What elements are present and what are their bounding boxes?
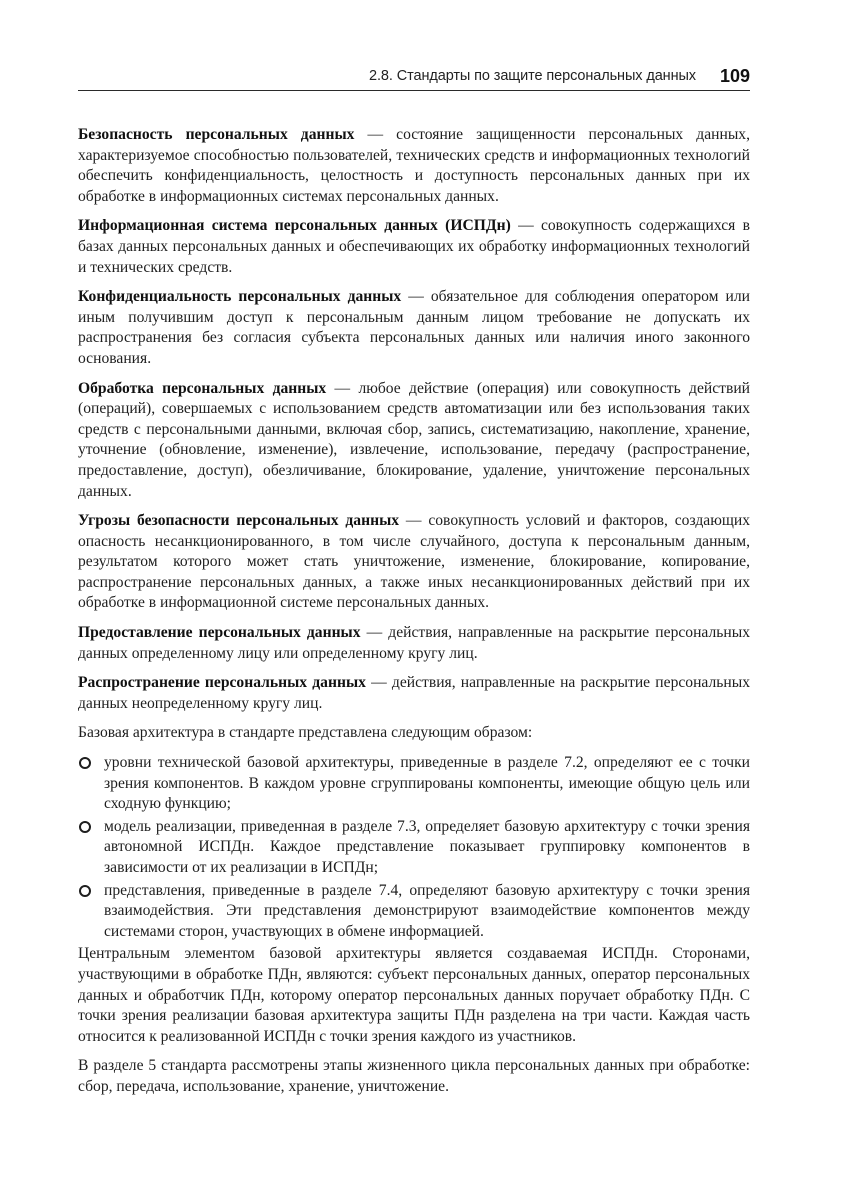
definition-text: — совокупность условий и факторов, создающих опасность несанкционированного, в том числе случайного, доступа к персональным данным, результатом которого может стать уничтожение, изменение, блокирование, копирование, распространение персональных данных, а также иных несанкционированных действий при их обработке в информационной системе персональных данных. (78, 512, 750, 612)
definition-paragraph (78, 673, 750, 714)
definition-text: — действия, направленные на раскрытие персональных данных определенному лицу или определенному кругу лиц. (78, 624, 750, 662)
list-item (78, 817, 750, 879)
definition-text: — обязательное для соблюдения оператором или иным получившим доступ к персональным данным лицом требование не допускать их распространения без согласия субъекта персональных данных или наличия иного законного основания. (78, 288, 750, 367)
list-item-text: уровни технической базовой архитектуры, приведенные в разделе 7.2, определяют ее с точки зрения компонентов. В каждом уровне сгруппированы компоненты, имеющие общую цель или сходную функцию; (104, 754, 750, 813)
definition-paragraph (78, 511, 750, 614)
definition-text: — действия, направленные на раскрытие персональных данных неопределенному кругу лиц. (78, 674, 750, 712)
definition-text: — состояние защищенности персональных данных, характеризуемое способностью пользователей, технических средств и информационных технологий обеспечить конфиденциальность, целостность и доступность персональных данных при их обработке в информационных системах персональных данных. (78, 126, 750, 205)
definition-term: Безопасность персональных данных (78, 126, 355, 143)
section-title: 2.8. Стандарты по защите персональных данных (369, 68, 696, 84)
list-item (78, 881, 750, 943)
definition-text: — совокупность содержащихся в базах данных персональных данных и обеспечивающих их обработку информационных технологий и технических средств. (78, 217, 750, 276)
definition-term: Угрозы безопасности персональных данных (78, 512, 400, 530)
hollow-circle-bullet-icon (79, 757, 91, 769)
definition-term: Предоставление персональных данных (78, 624, 361, 642)
hollow-circle-bullet-icon (79, 821, 91, 833)
definition-paragraph (78, 125, 750, 207)
running-header (78, 62, 750, 91)
hollow-circle-bullet-icon (79, 885, 91, 897)
definition-term: Распространение персональных данных (78, 674, 366, 692)
list-item (78, 753, 750, 815)
architecture-bullet-list (78, 753, 750, 942)
body-paragraph: В разделе 5 стандарта рассмотрены этапы жизненного цикла персональных данных при обработке: сбор, передача, использование, хранение, уничтожение. (78, 1057, 750, 1095)
definition-paragraph (78, 216, 750, 278)
page-number: 109 (719, 65, 750, 86)
intro-paragraph: Базовая архитектура в стандарте представлена следующим образом: (78, 724, 533, 742)
body-paragraph: Центральным элементом базовой архитектуры является создаваемая ИСПДн. Сторонами, участвующими в обработке ПДн, являются: субъект персональных данных, оператор персональных данных и обработчик ПДн, которому оператор персональных данных поручает обработку ПДн. С точки зрения реализации базовая архитектура защиты ПДн разделена на три части. Каждая часть относится к реализованной ИСПДн с точки зрения каждого из участников. (78, 945, 750, 1045)
definition-paragraph (78, 379, 750, 503)
list-item-text: модель реализации, приведенная в разделе 7.3, определяет базовую архитектуру с точки зрения автономной ИСПДн. Каждое представление показывает группировку компонентов в зависимости от их реализации в ИСПДн; (104, 817, 750, 876)
definition-term: Информационная система персональных данных (ИСПДн) (78, 217, 511, 235)
definition-term: Конфиденциальность персональных данных (78, 288, 402, 306)
definition-paragraph (78, 623, 750, 664)
list-item-text: представления, приведенные в разделе 7.4, определяют базовую архитектуру с точки зрения взаимодействия. Эти представления демонстрируют взаимодействие компонентов между системами сторон, участвующих в обмене информацией. (104, 881, 750, 940)
definition-term: Обработка персональных данных (78, 379, 327, 397)
definition-paragraph (78, 287, 750, 369)
page-body (78, 125, 750, 1107)
definition-text: — любое действие (операция) или совокупность действий (операций), совершаемых с использованием средств автоматизации или без использования таких средств с персональными данными, включая сбор, запись, систематизацию, накопление, хранение, уточнение (обновление, изменение), извлечение, использование, передачу (распространение, предоставление, доступ), обезличивание, блокирование, удаление, уничтожение персональных данных. (78, 379, 751, 500)
